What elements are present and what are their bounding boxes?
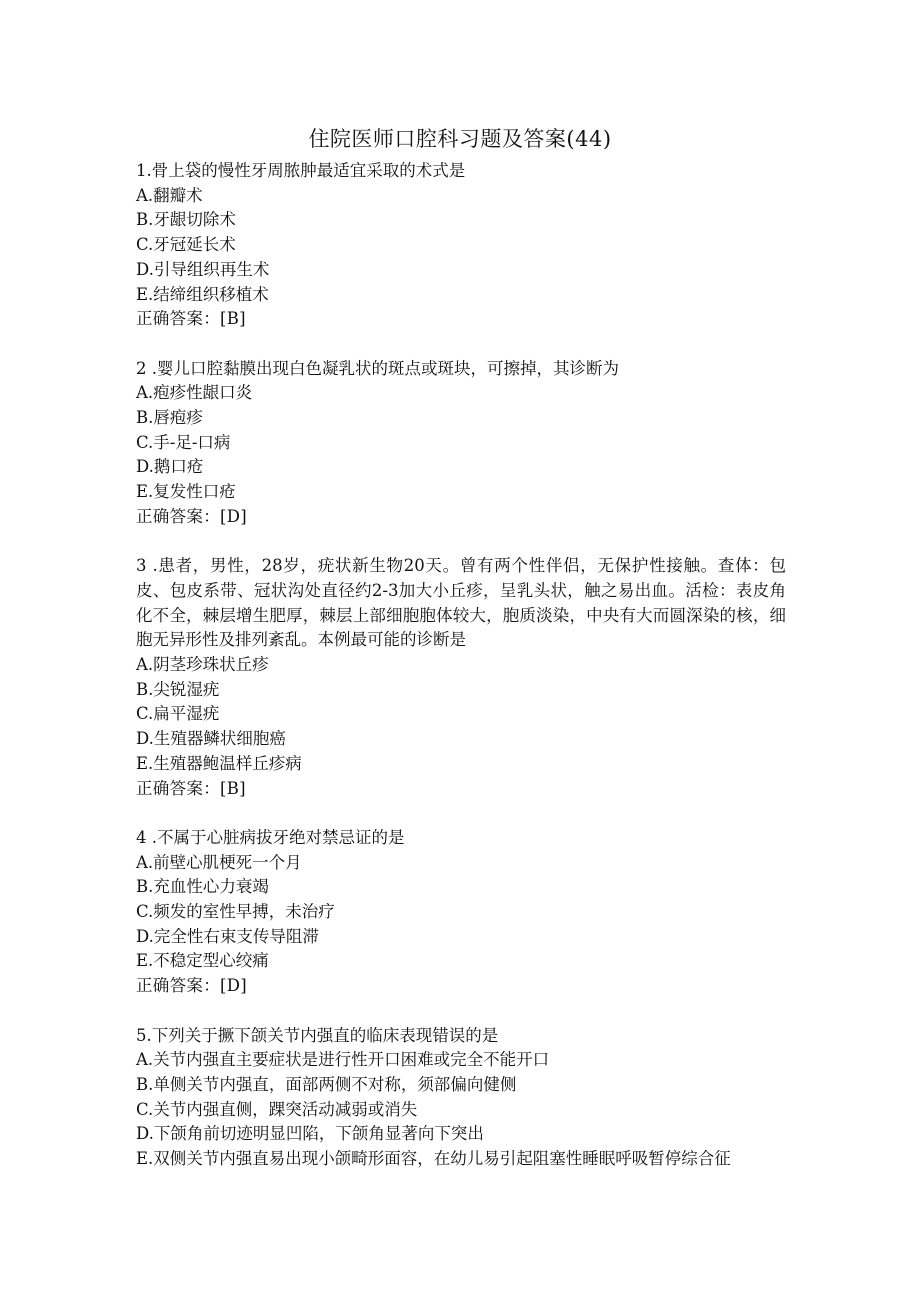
option-a: A.阴茎珍珠状丘疹 [136,655,269,675]
answer-value: [B] [220,778,246,798]
answer-line [136,974,786,999]
option-e: E.复发性口疮 [136,482,236,502]
question-stem: 2 .婴儿口腔黏膜出现白色凝乳状的斑点或斑块，可擦掉，其诊断为 [136,358,619,378]
question-stem: 5.下列关于撅下颌关节内强直的临床表现错误的是 [136,1025,499,1045]
question-2 [136,357,786,530]
option-d: D.生殖器鳞状细胞癌 [136,729,286,749]
option-e: E.双侧关节内强直易出现小颌畸形面容，在幼儿易引起阻塞性睡眠呼吸暂停综合征 [136,1149,731,1169]
option-b: B.充血性心力衰竭 [136,877,269,897]
question-stem: 3 .患者，男性，28岁，疣状新生物20天。曾有两个性伴侣，无保护性接触。查体：包皮、包皮系带、冠状沟处直径约2-3加大小丘疹，呈乳头状，触之易出血。活检：表皮角化不全，棘层增生肥厚，棘层上部细胞胞体较大，胞质淡染，中央有大而圆深染的核，细胞无异形性及排列紊乱。本例最可能的诊断是 [136,556,786,650]
question-1 [136,159,786,332]
question-stem: 1.骨上袋的慢性牙周脓肿最适宜采取的术式是 [136,161,466,180]
question-4 [136,826,786,999]
option-e: E.结缔组织移植术 [136,284,269,304]
option-c: C.扁平湿疣 [136,704,220,724]
option-d: D.引导组织再生术 [136,259,270,279]
option-a: A.疱疹性龈口炎 [136,383,253,403]
answer-label: 正确答案： [136,976,220,996]
option-c: C.手-足-口病 [136,432,231,452]
option-d: D.下颌角前切迹明显凹陷，下颌角显著向下突出 [136,1124,484,1144]
answer-value: [D] [220,976,248,996]
option-d: D.鹅口疮 [136,457,204,477]
option-b: B.尖锐湿疣 [136,679,220,699]
answer-label: 正确答案： [136,778,220,798]
option-c: C.频发的室性早搏，未治疗 [136,902,335,922]
answer-line [136,307,786,332]
option-c: C.牙冠延长术 [136,235,236,255]
question-list [136,159,786,1196]
answer-line [136,777,786,802]
option-b: B.牙龈切除术 [136,210,236,230]
option-d: D.完全性右束支传导阻滞 [136,926,319,946]
question-3 [136,554,786,801]
option-a: A.关节内强直主要症状是进行性开口困难或完全不能开口 [136,1050,550,1070]
answer-label: 正确答案： [136,309,220,329]
answer-value: [D] [220,506,248,526]
option-e: E.生殖器鲍温样丘疹病 [136,753,302,773]
answer-label: 正确答案： [136,506,220,526]
answer-line [136,505,786,530]
question-stem: 4 .不属于心脏病拔牙绝对禁忌证的是 [136,827,405,847]
option-a: A.前壁心肌梗死一个月 [136,852,302,872]
option-e: E.不稳定型心绞痛 [136,951,269,971]
option-b: B.单侧关节内强直，面部两侧不对称，须部偏向健侧 [136,1074,517,1094]
answer-value: [B] [220,309,246,329]
option-c: C.关节内强直侧，踝突活动减弱或消失 [136,1099,418,1119]
page-title: 住院医师口腔科习题及答案(44) [308,127,612,151]
option-b: B.唇疱疹 [136,408,203,428]
option-a: A.翻瓣术 [136,185,203,205]
question-5 [136,1024,786,1172]
